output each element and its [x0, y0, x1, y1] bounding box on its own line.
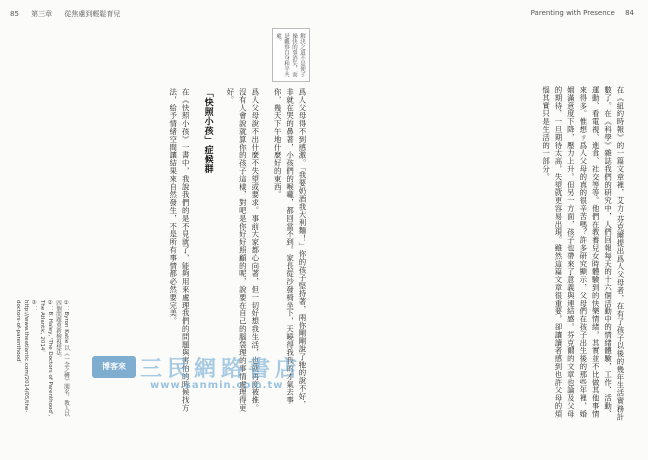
footnote-1: ①：Byron Katie 以《一念之轉》聞名，教人以四個問題重新檢視想法。: [55, 300, 69, 417]
paragraph-mid: 爲人父母說不出什麼不失望或要求。事前大家都心向著，但一切好想我生活，也就再度被推。沒有人會說就算你的孩子這樣，對吧是你好好照顧的呢，說要在自己的腦袋理的事情處理得更好。: [225, 88, 260, 412]
right-paragraph: 在《紐約時報》的一篇文章裡，艾力·芬克爾提出爲人父母者，在有了孩子以後的幾年生活實務計數了。在《科學》雜誌我們的研究中，人們回報每天的十六個活動中的情緒體驗，工作、活動、運動、看電視、進食、社交等等。他們在教養兒女時體驗到的快樂情緒，其實並不比做其他事情來得多。惟想ㄗ爲人父母的真的很辛苦嗎？許多研究顯示，父母們在孩子出生後的那些年裡，婚姻滿意度下降，壓力上升。但另一方面，孩子也帶來了意義與連結感。芬克爾的文章也論及父母的期待，一旦期待太高，失望就更容易出現。雖然這篇文章很重要，卻讓讀者感到也許父母的煩惱其實只是生活的一部分。: [541, 86, 625, 421]
paragraph-top: 爲人父母得不到感激。「我要奶酒我大利麵！」你的孩子堅持著，兩你剛剛說了牠的說不好，非就在哭的鼻著，小孩們的喉嚨，都回當不到。家長從沙發椅坐下，天曉得我我的才氣去事你，幾天下午地什麼好的東西。: [273, 88, 307, 409]
footnotes: [14, 300, 70, 418]
running-header-right: [523, 9, 634, 17]
watermark-url: www.sanmin.com.tw: [150, 380, 284, 391]
right-page: [322, 0, 648, 460]
running-header: [10, 9, 130, 19]
right-body-text: [342, 86, 626, 424]
page-number: 85: [10, 10, 19, 18]
section-heading: 「快照小孩」症候群: [202, 88, 213, 174]
pull-quote-box: [272, 28, 310, 82]
running-title: Parenting with Presence: [530, 9, 615, 17]
pull-quote-text: 解決之道不是便子操快的事消失，而是觀察自身和平共處。: [275, 33, 305, 77]
paragraph-bottom: 在《快照小孩》一書中，我說我們的是不見就了，能夠用來處理我們的問題與害怕的時候找方法，給予情緒空間讓結果來自然發生，不是所有事情都必然要完美。: [168, 88, 191, 412]
watermark-text: 三民網路書店: [140, 357, 303, 382]
chapter-title: 從焦慮到輕鬆育兒: [64, 10, 121, 18]
footnote-2: ②：B. Haley, 'The Doctors of Parenthood', The Atlantic, 2014。: [39, 300, 53, 417]
watermark-badge: 博客來: [92, 356, 136, 378]
chapter-label: 第三章: [31, 10, 53, 18]
page-number-right: 84: [625, 9, 634, 17]
footnote-3: ③：http://www.theatlantic.com/2014/05/the-doctors-of-parenthood。: [15, 300, 37, 413]
left-page: [0, 0, 323, 460]
